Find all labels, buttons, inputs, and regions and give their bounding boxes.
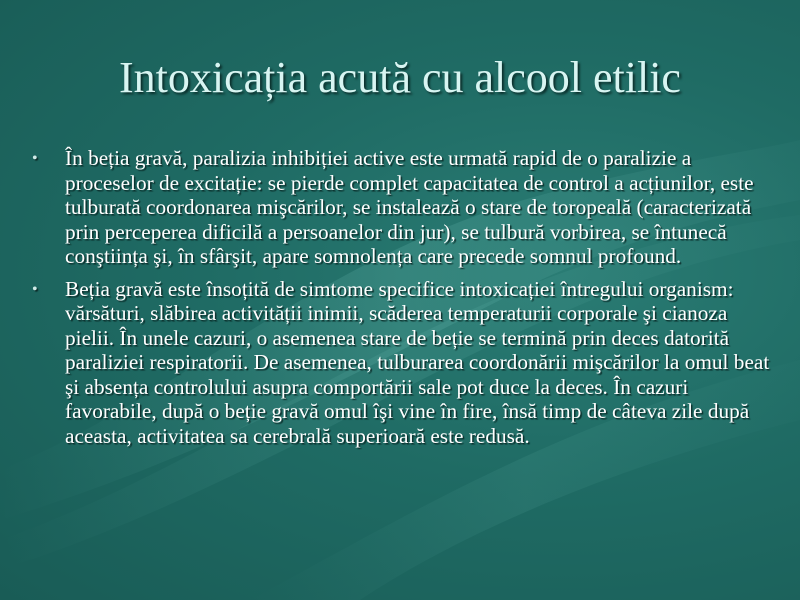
- slide-title: Intoxicația acută cu alcool etilic: [119, 53, 681, 102]
- bullet-item: [30, 277, 775, 449]
- bullet-item: [30, 146, 775, 269]
- bullet-icon: •: [32, 280, 38, 298]
- bullet-icon: •: [32, 150, 38, 167]
- bullet-list: [30, 146, 775, 456]
- bullet-text: Beția gravă este însoțită de simtome specifice intoxicației întregului organism: vărsături, slăbirea activității inimii, scăderea temperaturii corporale şi cianoza pielii. În unele cazuri, o asemenea stare de beție se termină prin deces datorită paraliziei respiratorii. De asemenea, tulburarea coordonării mişcărilor la omul beat şi absența controlului asupra comportării sale pot duce la deces. În cazuri favorabile, după o beție gravă omul îşi vine în fire, însă timp de câteva zile după aceasta, activitatea sa cerebrală superioară este redusă.: [65, 276, 770, 448]
- bullet-text: În beția gravă, paralizia inhibiției active este urmată rapid de o paralizie a proceselor de excitație: se pierde complet capacitatea de control a acțiunilor, este tulburată coordonarea mişcărilor, se instalează o stare de toropeală (caracterizată prin perceperea dificilă a persoanelor din jur), se tulbură vorbirea, se întunecă conştiința şi, în sfârşit, apare somnolența care precede somnul profound.: [65, 146, 754, 268]
